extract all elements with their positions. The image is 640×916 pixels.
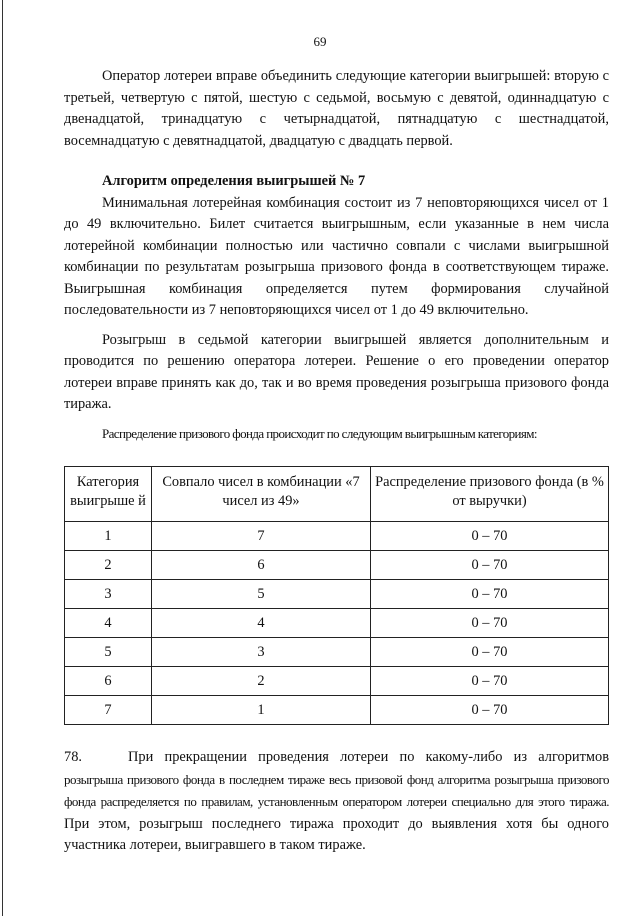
cell-distribution: 0 – 70 — [371, 522, 609, 551]
page-number: 69 — [313, 34, 327, 49]
table-row — [65, 580, 609, 609]
cell-category: 2 — [65, 551, 152, 580]
cell-category: 1 — [65, 522, 152, 551]
cell-distribution: 0 – 70 — [371, 667, 609, 696]
cell-distribution: 0 – 70 — [371, 580, 609, 609]
cell-matched: 2 — [152, 667, 371, 696]
cell-matched: 3 — [152, 638, 371, 667]
document-body — [64, 66, 609, 857]
paragraph-seventh-category: Розыгрыш в седьмой категории выигрышей является дополнительным и проводится по решению оператора лотереи. Решение о его проведении оператор лотереи вправе принять как до, так и во время проведения розыгрыша призового фонда тиража. — [64, 331, 609, 412]
table-row — [65, 667, 609, 696]
cell-category: 7 — [65, 696, 152, 725]
scan-page-edge — [2, 0, 3, 916]
header-matched: Совпало чисел в комбинации «7 чисел из 49» — [152, 467, 371, 522]
cell-matched: 4 — [152, 609, 371, 638]
cell-matched: 5 — [152, 580, 371, 609]
cell-category: 3 — [65, 580, 152, 609]
prize-distribution-table — [64, 466, 609, 725]
section-heading: Алгоритм определения выигрышей № 7 — [102, 173, 366, 189]
header-distribution: Распределение призового фонда (в % от выручки) — [371, 467, 609, 522]
cell-distribution: 0 – 70 — [371, 551, 609, 580]
paragraph-78-tail: При этом, розыгрыш последнего тиража проходит до выявления хотя бы одного участника лотереи, выигравшего в таком тираже. — [64, 815, 609, 853]
cell-category: 4 — [65, 609, 152, 638]
table-row — [65, 638, 609, 667]
cell-distribution: 0 – 70 — [371, 638, 609, 667]
paragraph-distribution: Распределение призового фонда происходит по следующим выигрышным категориям: — [102, 425, 537, 441]
paragraph-78-condensed: розыгрыша призового фонда в последнем тираже весь призовой фонд алгоритма розыгрыша призового фонда распределяется по правилам, установленным оператором лотереи специально для этого тиража. — [64, 771, 609, 809]
table-row — [65, 696, 609, 725]
table-row — [65, 551, 609, 580]
cell-category: 5 — [65, 638, 152, 667]
paragraph-number: 78. — [64, 749, 82, 765]
paragraph-78-lead: При прекращении проведения лотереи по какому-либо из алгоритмов — [128, 749, 609, 765]
cell-matched: 1 — [152, 696, 371, 725]
paragraph-78 — [64, 747, 609, 857]
cell-category: 6 — [65, 667, 152, 696]
table-row — [65, 609, 609, 638]
header-category: Категория выигрыше й — [65, 467, 152, 522]
cell-distribution: 0 – 70 — [371, 696, 609, 725]
cell-matched: 7 — [152, 522, 371, 551]
cell-distribution: 0 – 70 — [371, 609, 609, 638]
table-row — [65, 522, 609, 551]
cell-matched: 6 — [152, 551, 371, 580]
paragraph-algorithm: Минимальная лотерейная комбинация состоит из 7 неповторяющихся чисел от 1 до 49 включительно. Билет считается выигрышным, если указанные в нем числа лотерейной комбинации полностью или частично совпали с числами выигрышной комбинации по результатам розыгрыша призового фонда в соответствующем тираже. Выигрышная комбинация определяется путем формирования случайной последовательности из 7 неповторяющихся чисел от 1 до 49 включительно. — [64, 194, 609, 318]
table-header-row — [65, 467, 609, 522]
paragraph-intro: Оператор лотереи вправе объединить следующие категории выигрышей: вторую с третьей, четвертую с пятой, шестую с седьмой, восьмую с девятой, одиннадцатую с двенадцатой, тринадцатую с четырнадцатой, пятнадцатую с шестнадцатой, восемнадцатую с девятнадцатой, двадцатую с двадцать первой. — [64, 68, 609, 149]
